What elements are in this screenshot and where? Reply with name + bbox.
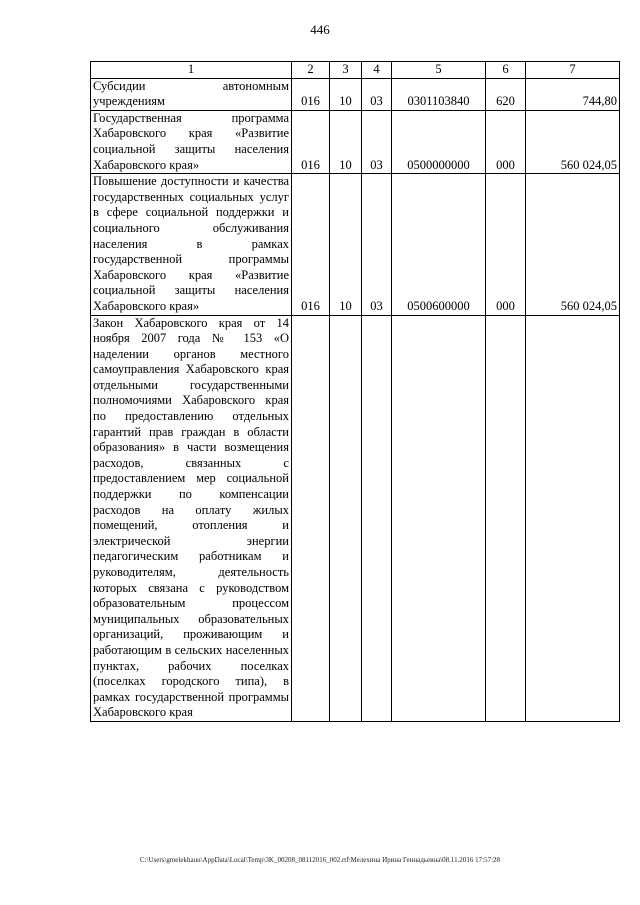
table-header-row — [91, 62, 620, 79]
table-row — [91, 315, 620, 721]
col-header-2: 2 — [292, 62, 330, 79]
col-header-7: 7 — [526, 62, 620, 79]
table-row — [91, 110, 620, 173]
table-row — [91, 78, 620, 110]
col-header-1: 1 — [91, 62, 292, 79]
col-header-5: 5 — [392, 62, 486, 79]
row-ministry-code — [292, 315, 330, 721]
row-target-article — [392, 315, 486, 721]
row-subsection-code: 03 — [362, 78, 392, 110]
row-expense-type: 000 — [486, 174, 526, 315]
row-description: Закон Хабаровского края от 14 ноября 2007 года № 153 «О наделении органов местного самоуправления Хабаровского края отдельными государственными полномочиями Хабаровского края по предоставлению отдельных гарантий прав граждан в области образования» в части возмещения расходов, связанных с предоставлением мер социальной поддержки по компенсации расходов на оплату жилых помещений, отопления и электрической энергии педагогическим работникам и руководителям, деятельность которых связана с руководством образовательным процессом муниципальных образовательных организаций, проживающим и работающим в сельских населенных пунктах, рабочих поселках (поселках городского типа), в рамках государственной программы Хабаровского края — [91, 315, 292, 721]
page-number: 446 — [310, 22, 330, 37]
row-section-code — [330, 315, 362, 721]
table-row — [91, 174, 620, 315]
row-expense-type — [486, 315, 526, 721]
row-expense-type: 620 — [486, 78, 526, 110]
col-header-3: 3 — [330, 62, 362, 79]
file-path-footer: C:\Users\gmelekhauu\AppData\Local\Temp\3K_00208_08112016_002.rtf\Мелехина Ирина Геннадьевна\08.11.2016 17:57:28 — [139, 856, 501, 864]
row-ministry-code: 016 — [292, 110, 330, 173]
row-subsection-code: 03 — [362, 174, 392, 315]
row-amount: 744,80 — [526, 78, 620, 110]
row-section-code: 10 — [330, 174, 362, 315]
row-ministry-code: 016 — [292, 78, 330, 110]
budget-table — [90, 61, 620, 722]
row-description: Субсидии автономным учреждениям — [91, 78, 292, 110]
row-target-article: 0500600000 — [392, 174, 486, 315]
row-expense-type: 000 — [486, 110, 526, 173]
row-amount — [526, 315, 620, 721]
row-ministry-code: 016 — [292, 174, 330, 315]
row-amount: 560 024,05 — [526, 174, 620, 315]
col-header-6: 6 — [486, 62, 526, 79]
row-description: Государственная программа Хабаровского края «Развитие социальной защиты населения Хабаровского края» — [91, 110, 292, 173]
row-description: Повышение доступности и качества государственных социальных услуг в сфере социальной поддержки и социального обслуживания населения в рамках государственной программы Хабаровского края «Развитие социальной защиты населения Хабаровского края» — [91, 174, 292, 315]
col-header-4: 4 — [362, 62, 392, 79]
row-section-code: 10 — [330, 110, 362, 173]
row-target-article: 0301103840 — [392, 78, 486, 110]
row-subsection-code: 03 — [362, 110, 392, 173]
row-subsection-code — [362, 315, 392, 721]
row-target-article: 0500000000 — [392, 110, 486, 173]
row-section-code: 10 — [330, 78, 362, 110]
row-amount: 560 024,05 — [526, 110, 620, 173]
